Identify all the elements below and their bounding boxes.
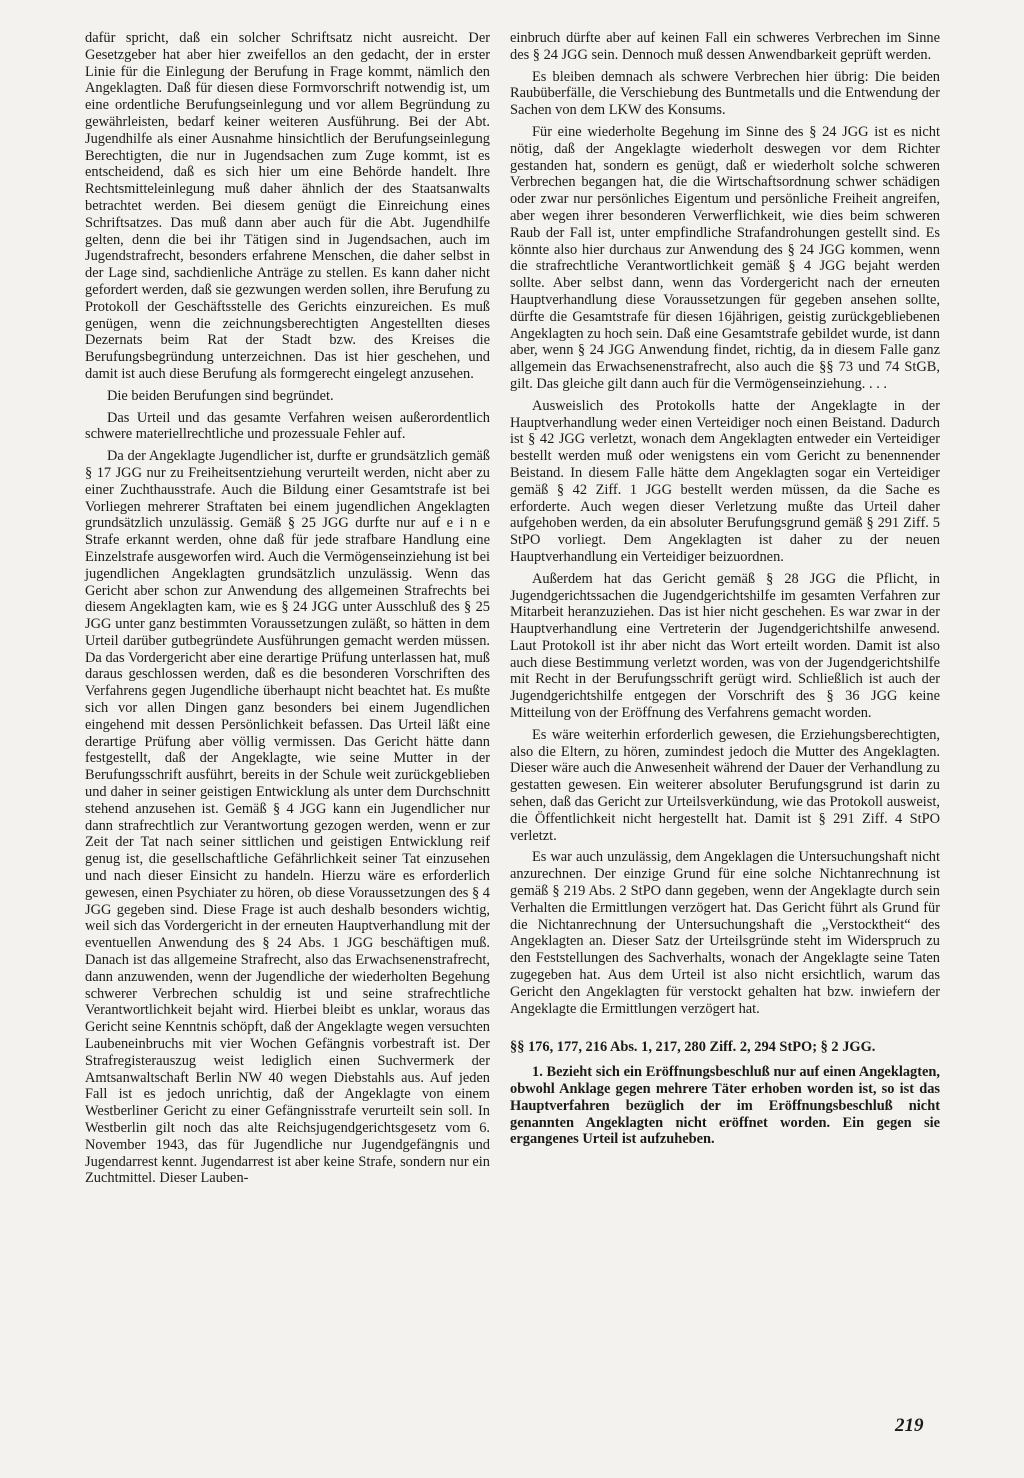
paragraph: einbruch dürfte aber auf keinen Fall ein schweres Verbrechen im Sinne des § 24 JGG sein. Dennoch muß dessen Anwendbarkeit geprüft werden. bbox=[510, 30, 940, 63]
paragraph: Für eine wiederholte Begehung im Sinne des § 24 JGG ist es nicht nötig, daß der Angeklagte wiederholt deswegen vor dem Richter gestanden hat, sondern es genügt, daß er wiederholt solche schweren Verbrechen begangen hat, die die Wirtschaftsordnung schwer schädigen oder zwar nur persönliches Eigentum und persönliche Freiheit angreifen, aber wegen ihrer besonderen Verwerflichkeit, wie dies beim schweren Raub der Fall ist, unter empfindliche Strafandrohungen gestellt sind. Es könnte also hier durchaus zur Anwendung des § 24 JGG kommen, wenn die strafrechtliche Verantwortlichkeit gemäß § 4 JGG bejaht werden sollte. Aber selbst dann, wenn das Vordergericht nach der erneuten Hauptverhandlung diese Voraussetzungen für gegeben ansehen sollte, dürfte die Gesamtstrafe für diesen 16jährigen, geistig zurückgebliebenen Angeklagten zu hoch sein. Daß eine Gesamtstrafe gebildet wurde, ist dann aber, wenn § 24 JGG Anwendung findet, richtig, da in diesem Falle ganz allgemein das Erwachsenenstrafrecht, also auch die §§ 73 und 74 StGB, gilt. Das gleiche gilt dann auch für die Vermögenseinziehung. . . . bbox=[510, 123, 940, 392]
right-column bbox=[510, 30, 940, 1153]
paragraph: Es war auch unzulässig, dem Angeklagen die Untersuchungshaft nicht anzurechnen. Der einzige Grund für eine solche Nichtanrechnung ist gemäß § 219 Abs. 2 StPO dann gegeben, wenn der Angeklagte durch sein Verhalten die Ermittlungen verzögert hat. Das Gericht führt als Grund für die Nichtanrechnung der Untersuchungshaft die „Verstocktheit“ des Angeklagten an. Dieser Satz der Urteilsgründe steht im Widerspruch zu den Feststellungen des Sachverhalts, wonach der Angeklagte seine Taten zugegeben hat. Aus dem Urteil ist also nicht ersichtlich, warum das Gericht den Angeklagten für verstockt gehalten hat bzw. inwiefern der Angeklagte die Ermittlungen verzögert hat. bbox=[510, 849, 940, 1017]
paragraph: Außerdem hat das Gericht gemäß § 28 JGG die Pflicht, in Jugendgerichtssachen die Jugendgerichtshilfe im gesamten Verfahren zur Mitarbeit heranzuziehen. Das ist hier nicht geschehen. Es war zwar in der Hauptverhandlung eine Vertreterin der Jugendgerichtshilfe anwesend. Laut Protokoll ist ihr aber nicht das Wort erteilt worden. Damit ist also auch diese Bestimmung verletzt worden, was von der Jugendgerichtshilfe mit Recht in der Berufungsschrift gerügt wird. Schließlich ist auch der Jugendgerichtshilfe entgegen der Vorschrift des § 36 JGG keine Mitteilung von der Eröffnung des Verfahrens gemacht worden. bbox=[510, 570, 940, 722]
page-number: 219 bbox=[895, 1415, 924, 1436]
paragraph: Da der Angeklagte Jugendlicher ist, durfte er grundsätzlich gemäß § 17 JGG nur zu Freiheitsentziehung verurteilt werden, nicht aber zu einer Zuchthausstrafe. Auch die Bildung einer Gesamtstrafe ist bei Vorliegen mehrerer Straftaten bei einem jugendlichen Angeklagten grundsätzlich unzulässig. Gemäß § 25 JGG durfte nur auf e i n e Strafe erkannt werden, ohne daß für jede strafbare Handlung eine Einzelstrafe ausgeworfen wird. Auch die Vermögenseinziehung ist bei jugendlichen Angeklagten grundsätzlich unzulässig. Wenn das Gericht aber schon zur Anwendung des allgemeinen Strafrechts bei diesem Angeklagten kam, wie es § 24 JGG unter Ausschluß des § 25 JGG unter ganz bestimmten Voraussetzungen zuläßt, so hätten in dem Urteil darüber gutbegründete Ausführungen gemacht werden müssen. Da das Vordergericht aber eine derartige Prüfung unterlassen hat, muß daraus geschlossen werden, daß es die besonderen Vorschriften des Verfahrens gegen Jugendliche überhaupt nicht beachtet hat. Es mußte sich vor allen Dingen ganz besonders bei einem Jugendlichen eingehend mit dessen Persönlichkeit befassen. Das Urteil läßt eine derartige Prüfung aber völlig vermissen. Das Gericht hätte dann festgestellt, daß der Angeklagte, wie seine Mutter in der Berufungsschrift ausführt, bereits in der Schule weit zurückgeblieben und daher in seiner geistigen Entwicklung als unter dem Durchschnitt stehend anzusehen ist. Gemäß § 4 JGG kann ein Jugendlicher nur dann strafrechtlich zur Verantwortung gezogen werden, wenn er zur Zeit der Tat nach seiner sittlichen und geistigen Entwicklung reif genug ist, die gesellschaftliche Gefährlichkeit seiner Tat einzusehen und nach dieser Einsicht zu handeln. Hierzu wäre es erforderlich gewesen, einen Psychiater zu hören, ob diese Voraussetzungen des § 4 JGG gegeben sind. Diese Frage ist auch deshalb besonders wichtig, weil sich das Vordergericht in der erneuten Hauptverhandlung mit der eventuellen Anwendung des § 24 Abs. 1 JGG beschäftigen muß. Danach ist das allgemeine Strafrecht, also das Erwachsenenstrafrecht, dann anzuwenden, wenn der Jugendliche der wiederholten Begehung schwerer Verbrechen schuldig ist und seine strafrechtliche Verantwortlichkeit bejaht wird. Hierbei bleibt es unklar, woraus das Gericht seine Kenntnis schöpft, daß der Angeklagte wegen versuchten Laubeneinbruchs mit vier Wochen Gefängnis vorbestraft ist. Der Strafregisterauszug weist lediglich einen Suchvermerk der Amtsanwaltschaft Berlin NW 40 wegen Diebstahls aus. Auf jeden Fall ist es jedoch unrichtig, daß der Angeklagte von einem Westberliner Gericht zu einer Gefängnisstrafe verurteilt sein soll. In Westberlin gilt noch das alte Reichsjugendgerichtsgesetz vom 6. November 1943, das für Jugendliche nur Jugendgefängnis und Jugendarrest kennt. Jugendarrest ist aber keine Strafe, sondern nur ein Zuchtmittel. Dieser Lauben- bbox=[85, 448, 490, 1187]
paragraph: dafür spricht, daß ein solcher Schriftsatz nicht ausreicht. Der Gesetzgeber hat aber hier zweifellos an den gedacht, der in erster Linie für die Einlegung der Berufung in Frage kommt, nämlich den Angeklagten. Daß für diesen diese Formvorschrift notwendig ist, um eine ordentliche Berufungseinlegung und vor allem Begründung zu gewährleisten, bedarf keiner weiteren Ausführung. Bei der Abt. Jugendhilfe als einer Ausnahme hinsichtlich der Berufungseinlegung Berechtigten, die nur in Jugendsachen zum Zuge kommt, ist es entscheidend, daß es sich hier um eine Behörde handelt. Ihre Rechtsmitteleinlegung muß daher ähnlich der des Staatsanwalts betrachtet werden. Bei diesem genügt die Einreichung eines Schriftsatzes. Das muß dann aber auch für die Abt. Jugendhilfe gelten, denn die bei ihr Tätigen sind in Jugendsachen, auch im Jugendstrafrecht, besonders erfahrene Menschen, die daher selbst in der Lage sind, sachdienliche Anträge zu stellen. Es kann daher nicht gefordert werden, daß sie gezwungen werden sollen, ihre Berufung zu Protokoll der Geschäftsstelle des Gerichts einzureichen. Es muß genügen, wenn die zeichnungsberechtigten Angestellten dieses Dezernats beim Rat der Stadt bzw. des Kreises die Berufungsbegründung unterzeichnen. Das ist hier geschehen, und damit ist auch diese Berufung als formgerecht eingelegt anzusehen. bbox=[85, 30, 490, 382]
left-column bbox=[85, 30, 490, 1192]
paragraph: Ausweislich des Protokolls hatte der Angeklagte in der Hauptverhandlung weder einen Verteidiger noch einen Beistand. Dadurch ist § 42 JGG verletzt, wonach dem Angeklagten entweder ein Verteidiger bestellt werden muß oder wenigstens ein vom Gericht zu benennender Beistand. In diesem Falle hätte dem Angeklagten sogar ein Verteidiger gemäß § 42 Ziff. 1 JGG bestellt werden müssen, da die Sache es erforderte. Auch wegen dieser Verletzung mußte das Urteil daher aufgehoben werden, da ein absoluter Berufungsgrund gemäß § 291 Ziff. 5 StPO vorliegt. Dem Angeklagten ist daher zu der neuen Hauptverhandlung ein Verteidiger beizuordnen. bbox=[510, 397, 940, 565]
statute-heading: §§ 176, 177, 216 Abs. 1, 217, 280 Ziff. 2, 294 StPO; § 2 JGG. bbox=[510, 1039, 876, 1056]
paragraph: Das Urteil und das gesamte Verfahren weisen außerordentlich schwere materiellrechtliche und prozessuale Fehler auf. bbox=[85, 409, 490, 443]
headnote: 1. Bezieht sich ein Eröffnungsbeschluß nur auf einen Angeklagten, obwohl Anklage gegen mehrere Täter erhoben worden ist, so ist das Hauptverfahren bezüglich der im Eröffnungsbeschluß nicht genannten Angeklagten nicht eröffnet worden. Ein gegen sie ergangenes Urteil ist aufzuheben. bbox=[510, 1064, 940, 1148]
paragraph: Es bleiben demnach als schwere Verbrechen hier übrig: Die beiden Raubüberfälle, die Verschiebung des Buntmetalls und die Entwendung der Sachen von dem LKW des Konsums. bbox=[510, 68, 940, 119]
paragraph: Es wäre weiterhin erforderlich gewesen, die Erziehungsberechtigten, also die Eltern, zu hören, zumindest jedoch die Mutter des Angeklagten. Dieser wäre auch die Anwesenheit während der Dauer der Verhandlung zu gestatten gewesen. Ein weiterer absoluter Berufungsgrund ist darin zu sehen, daß das Gericht zur Urteilsverkündung, wie das Protokoll ausweist, die Öffentlichkeit nicht hergestellt hat. Damit ist § 291 Ziff. 4 StPO verletzt. bbox=[510, 726, 940, 844]
paragraph: Die beiden Berufungen sind begründet. bbox=[107, 387, 334, 404]
